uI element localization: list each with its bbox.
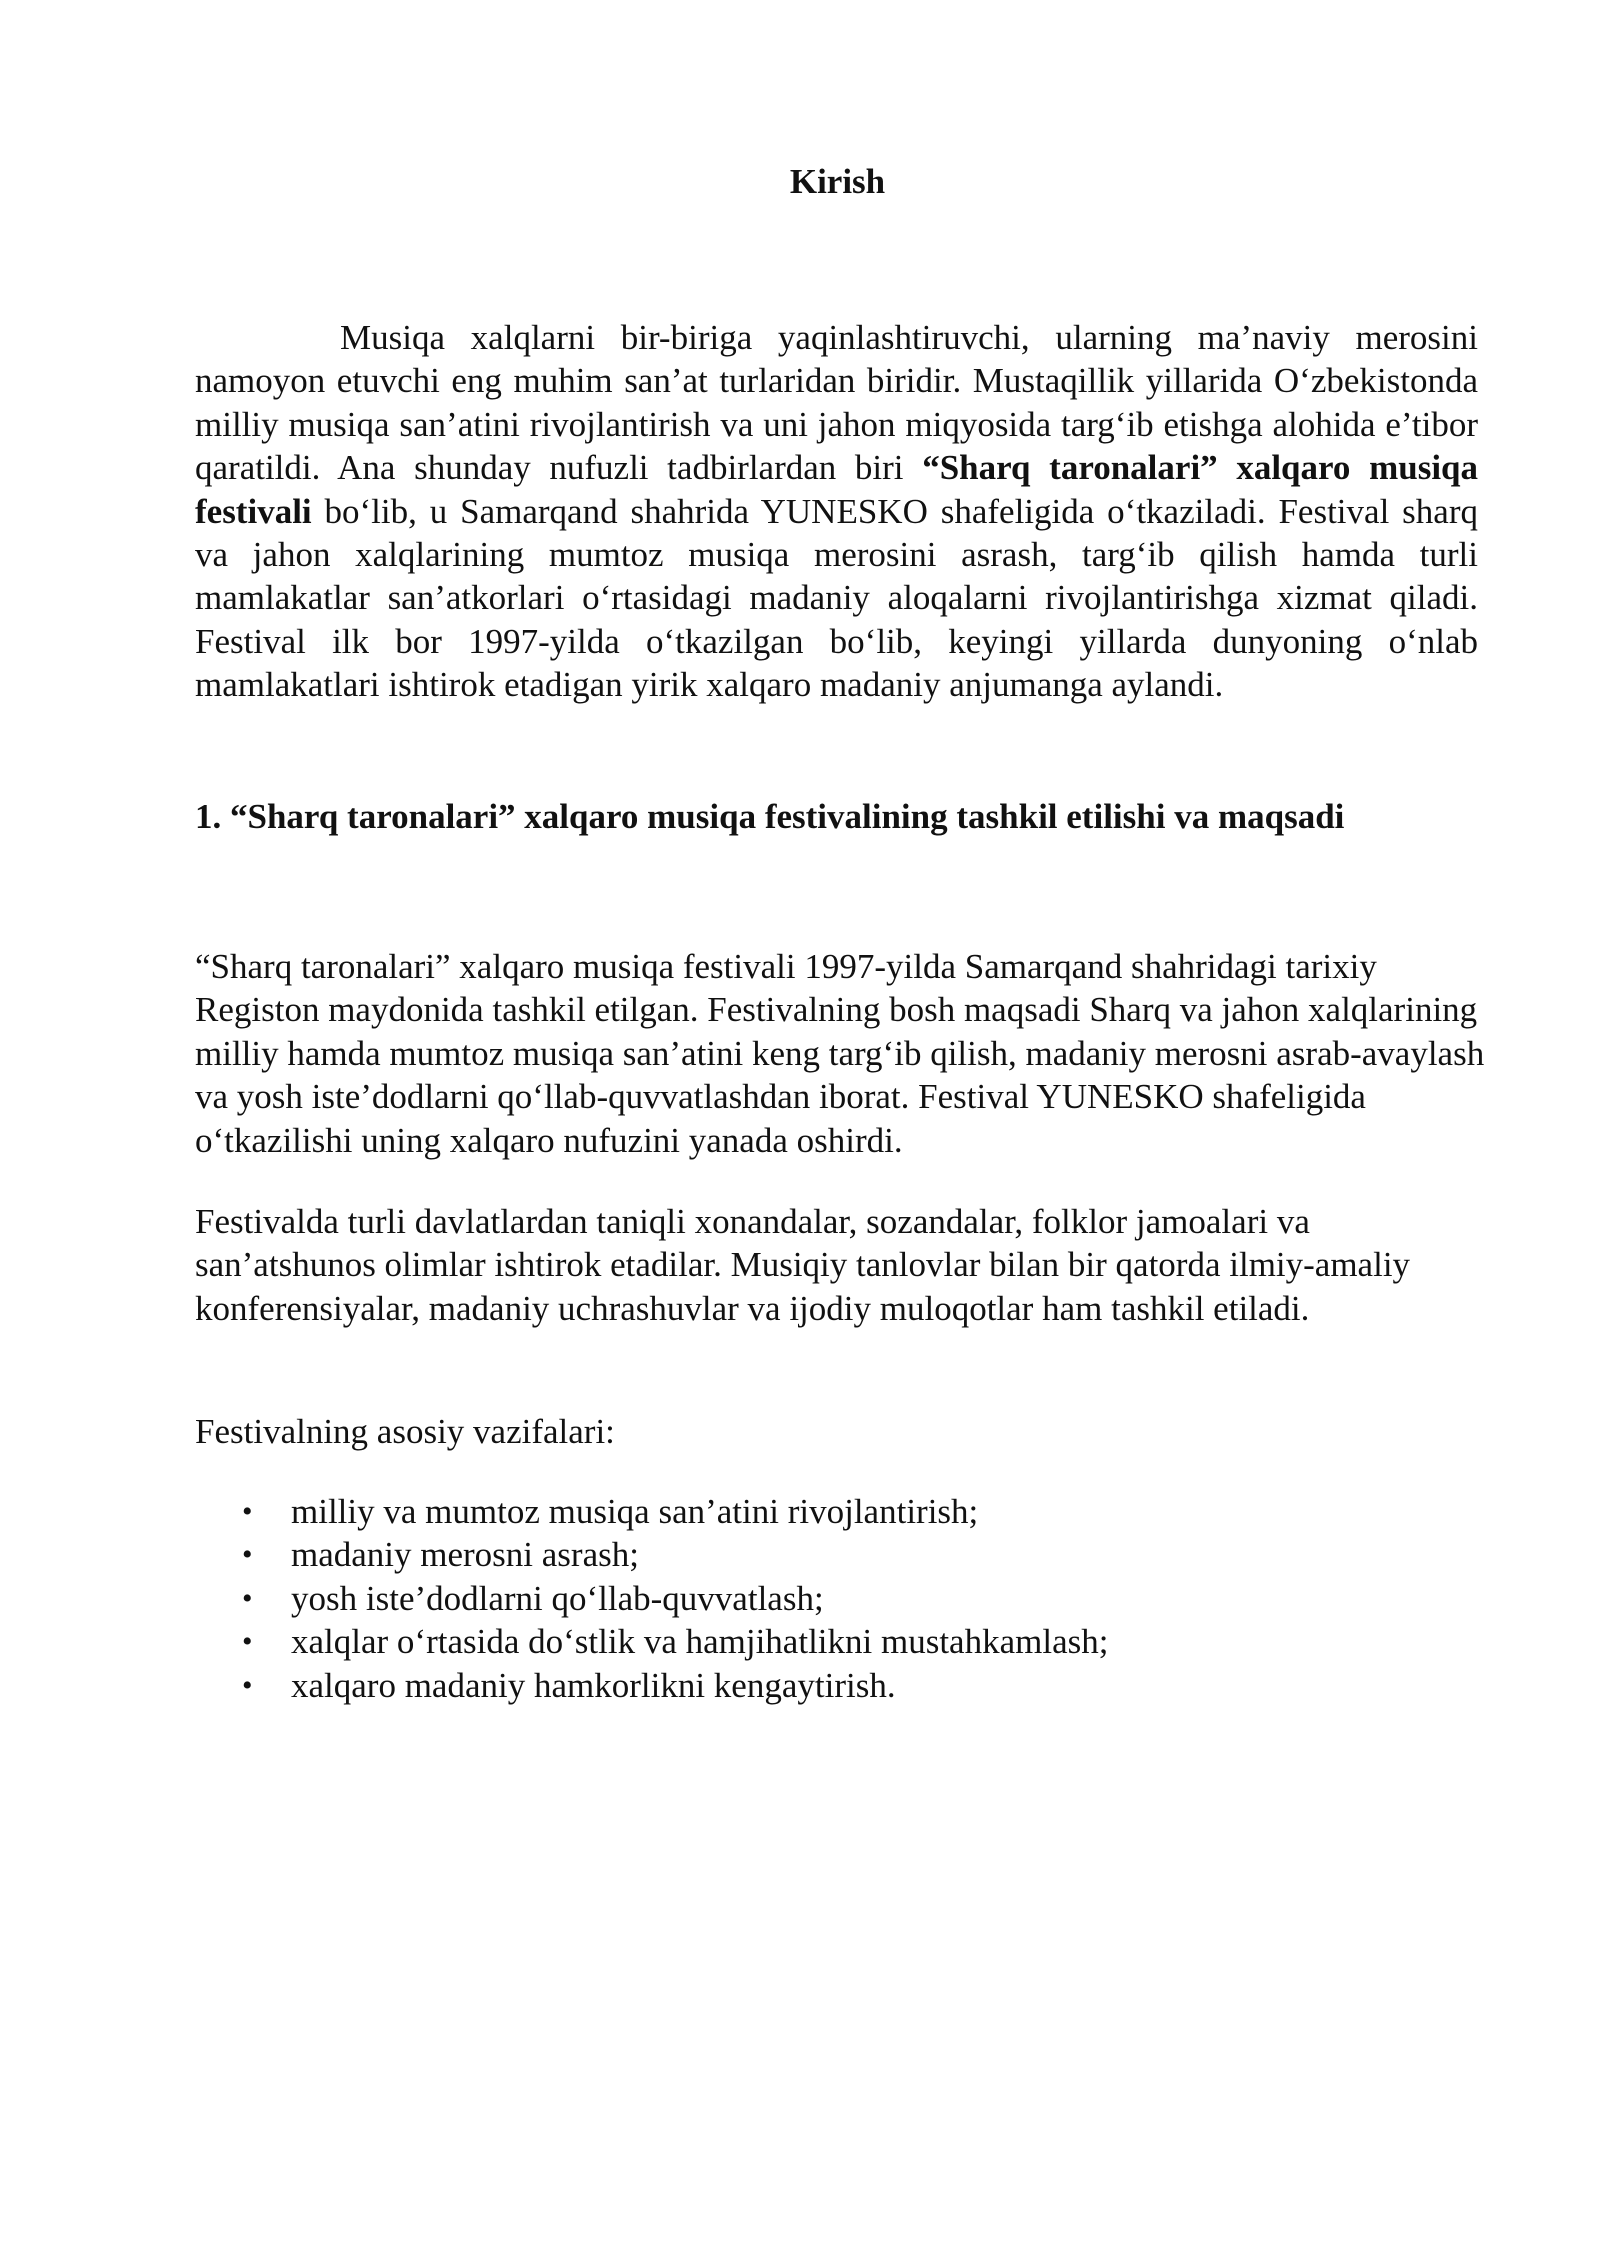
task-text: yosh iste’dodlarni qo‘llab-quvvatlash; xyxy=(291,1578,824,1618)
section-paragraph-1: “Sharq taronalari” xalqaro musiqa festivali 1997-yilda Samarqand shahridagi tarixiy Registon maydonida tashkil etilgan. Festivalning bosh maqsadi Sharq va jahon xalqlarining milliy hamda mumtoz musiqa san’atini keng targ‘ib qilish, madaniy merosni asrab-avaylash va yosh iste’dodlarni qo‘llab-quvvatlashdan iborat. Festival YUNESKO shafeligida o‘tkazilishi uning xalqaro nufuzini yanada oshirdi. xyxy=(195,947,1485,1160)
task-text: xalqaro madaniy hamkorlikni kengaytirish. xyxy=(291,1665,896,1705)
list-item xyxy=(195,1490,1485,1533)
task-text: madaniy merosni asrash; xyxy=(291,1535,639,1575)
intro-text-start: Musiqa xalqlarni bir-biriga yaqinlashtiruvchi, ularning ma’naviy merosini namoyon etuvchi eng muhim san’at turlaridan biridir. Mustaqillik yillarida O‘zbekistonda milliy musiqa san’atini rivojlantirish va uni jahon miqyosida targ‘ib etishga alohida e’tibor qaratildi. Ana shunday nufuzli tadbirlardan biri xyxy=(195,318,1478,488)
section-paragraph-2: Festivalda turli davlatlardan taniqli xonandalar, sozandalar, folklor jamoalari va san’atshunos olimlar ishtirok etadilar. Musiqiy tanlovlar bilan bir qatorda ilmiy-amaliy konferensiyalar, madaniy uchrashuvlar va ijodiy muloqotlar ham tashkil etiladi. xyxy=(195,1202,1411,1328)
list-item xyxy=(195,1664,1485,1707)
bullet-icon: • xyxy=(242,1625,253,1659)
list-item xyxy=(195,1577,1485,1620)
tasks-list xyxy=(195,1490,1485,1707)
page-title: Kirish xyxy=(789,162,886,201)
bullet-icon: • xyxy=(242,1581,253,1615)
list-item xyxy=(195,1620,1485,1663)
intro-paragraph xyxy=(195,316,1478,707)
bullet-icon: • xyxy=(242,1538,253,1572)
task-text: milliy va mumtoz musiqa san’atini rivojlantirish; xyxy=(291,1492,979,1531)
section-heading: 1. “Sharq taronalari” xalqaro musiqa festivalining tashkil etilishi va maqsadi xyxy=(195,797,1345,836)
list-item xyxy=(195,1533,1485,1576)
bullet-icon: • xyxy=(242,1495,253,1528)
festival-name-bold: “Sharq taronalari” xalqaro musiqa festivali xyxy=(195,448,1479,531)
task-text: xalqlar o‘rtasida do‘stlik va hamjihatlikni mustahkamlash; xyxy=(291,1622,1109,1662)
intro-text-end: bo‘lib, u Samarqand shahrida YUNESKO shafeligida o‘tkaziladi. Festival sharq va jahon xalqlarining mumtoz musiqa merosini asrash, targ‘ib qilish hamda turli mamlakatlar san’atkorlari o‘rtasidagi madaniy aloqalarni rivojlantirishga xizmat qiladi. Festival ilk bor 1997-yilda o‘tkazilgan bo‘lib, keyingi yillarda dunyoning o‘nlab mamlakatlari ishtirok etadigan yirik xalqaro madaniy anjumanga aylandi. xyxy=(195,491,1478,705)
tasks-intro: Festivalning asosiy vazifalari: xyxy=(195,1412,615,1451)
bullet-icon: • xyxy=(242,1668,253,1702)
